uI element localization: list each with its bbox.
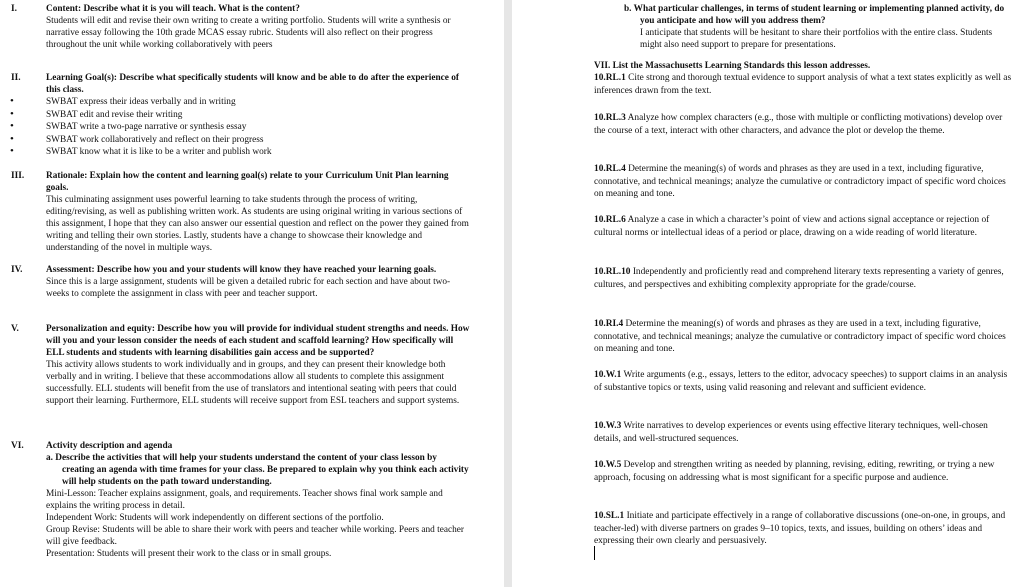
activity-subheading: a. Describe the activities that will help your students understand the content of your class lesson by creating an agenda with time frames for your class. Be prepared to explain why you think each activity will help students on the path toward understanding.	[46, 453, 469, 487]
list-item: • SWBAT edit and revise their writing	[10, 107, 183, 120]
agenda-line: Mini-Lesson: Teacher explains assignment, goals, and requirements. Teacher shows final work sample and explains the writing process in detail.	[46, 489, 443, 511]
section-text: This culminating assignment uses powerful learning to take students through the process of writing, editing/revising, as well as publishing written work. As students are using original writing in various sections of this assignment, I hope that they can also answer our essential question and reflect on the power they gained from writing and telling their own stories. Lastly, students have a change to showcase their knowledge and understanding of the novel in multiple ways.	[46, 195, 469, 253]
section-heading: Learning Goal(s): Describe what specifically students will know and be able to do after the experience of this class.	[46, 73, 459, 95]
standard-item: 10.W.1 Write arguments (e.g., essays, letters to the editor, advocacy speeches) to support claims in an analysis of substantive topics or texts, using valid reasoning and relevant and sufficient evidence.	[594, 370, 1008, 393]
list-item: • SWBAT express their ideas verbally and in writing	[10, 95, 236, 107]
agenda-line: Group Revise: Students will be able to share their work with peers and teacher while working. Peers and teacher will give feedback.	[46, 525, 464, 547]
list-item: • SWBAT know what it is like to be a writer and publish work	[10, 145, 272, 157]
section-heading: Personalization and equity: Describe how you will provide for individual student strengths and needs. How will you and your lesson consider the needs of each student and scaffold learning? How specifically will ELL students and students with learning disabilities gain access and be supported?	[46, 324, 470, 358]
section-number: VI.	[11, 441, 24, 451]
standard-item: 10.SL.1 Initiate and participate effectively in a range of collaborative discussions (one-on-one, in groups, and teacher-led) with diverse partners on grades 9–10 topics, texts, and issues, building on others’ ideas and expressing their own clearly and persuasively.	[594, 511, 1006, 546]
section-standards-heading	[594, 60, 1014, 72]
section-text: I anticipate that students will be hesitant to share their portfolios with the entire class. Students might also need support to prepare for presentations.	[640, 28, 993, 50]
section-heading: Activity description and agenda	[46, 441, 173, 451]
document-page-left[interactable]	[0, 0, 504, 587]
standard-item: 10.RL.10 Independently and proficiently read and comprehend literary texts representing a variety of genres, cultures, and perspectives and exhibiting complexity appropriate for the grade/course.	[594, 267, 1004, 290]
list-item: • SWBAT work collaboratively and reflect on their progress	[10, 132, 264, 145]
section-text: Students will edit and revise their own writing to create a writing portfolio. Students will write a synthesis or narrative essay following the 10th grade MCAS essay rubric. Students will also reflect on their progress throughout the unit while working collaboratively with peers	[46, 16, 451, 50]
section-number: II.	[11, 73, 21, 83]
section-heading: VII. List the Massachusetts Learning Standards this lesson addresses.	[594, 61, 871, 71]
section-heading: b. What particular challenges, in terms of student learning or implementing planned activity, do you anticipate and how will you address them?	[624, 4, 1005, 26]
section-number: III.	[11, 171, 25, 181]
section-text: Since this is a large assignment, students will be given a detailed rubric for each section and have about two-weeks to complete the assignment in class with peer and teacher support.	[46, 277, 451, 299]
agenda-line: Independent Work: Students will work independently on different sections of the portfolio.	[46, 513, 384, 523]
standard-item: 10.W.5 Develop and strengthen writing as needed by planning, revising, editing, rewriting, or trying a new approach, focusing on addressing what is most significant for a specific purpose and audience.	[594, 460, 995, 483]
section-number: IV.	[11, 265, 23, 275]
standard-item: 10.RL.4 Determine the meaning(s) of words and phrases as they are used in a text, including figurative, connotative, and technical meanings; analyze the cumulative or contradictory impact of specific word choices on meaning and tone.	[594, 164, 1006, 199]
standard-item: 10.RI.4 Determine the meaning(s) of words and phrases as they are used in a text, including figurative, connotative, and technical meanings; analyze the cumulative or contradictory impact of specific word choices on meaning and tone.	[594, 319, 1006, 354]
section-heading: Content: Describe what it is you will teach. What is the content?	[46, 4, 300, 14]
section-text: This activity allows students to work individually and in groups, and they can present their knowledge both verbally and in writing. I believe that these accommodations allow all students to complete this assignment successfully. ELL students will benefit from the use of translators and intentional seating with peers that could support their learning. Furthermore, ELL students will receive support from ESL teachers and support systems.	[46, 360, 460, 406]
standard-item: 10.RL.1 Cite strong and thorough textual evidence to support analysis of what a text states explicitly as well as inferences drawn from the text.	[594, 73, 1012, 96]
section-heading: Rationale: Explain how the content and learning goal(s) relate to your Curriculum Unit Plan learning goals.	[46, 171, 449, 193]
list-item: • SWBAT write a two-page narrative or synthesis essay	[10, 120, 247, 132]
section-number: I.	[11, 4, 17, 14]
document-page-right[interactable]	[512, 0, 1028, 587]
agenda-line: Presentation: Students will present their work to the class or in small groups.	[46, 549, 332, 559]
section-challenges	[624, 3, 1014, 51]
standard-item: 10.W.3 Write narratives to develop experiences or events using effective literary techniques, well-chosen details, and well-structured sequences.	[594, 421, 988, 444]
section-heading: Assessment: Describe how you and your students will know they have reached your learning goals.	[46, 265, 437, 275]
standard-item: 10.RL.6 Analyze a case in which a character’s point of view and actions signal acceptance or rejection of cultural norms or intellectual ideas of a period or place, drawing on a wide reading of world literature.	[594, 215, 990, 238]
standard-item: 10.RL.3 Analyze how complex characters (e.g., those with multiple or conflicting motivations) develop over the course of a text, interact with other characters, and advance the plot or develop the theme.	[594, 113, 1003, 136]
section-number: V.	[11, 324, 19, 334]
text-cursor	[594, 546, 595, 560]
